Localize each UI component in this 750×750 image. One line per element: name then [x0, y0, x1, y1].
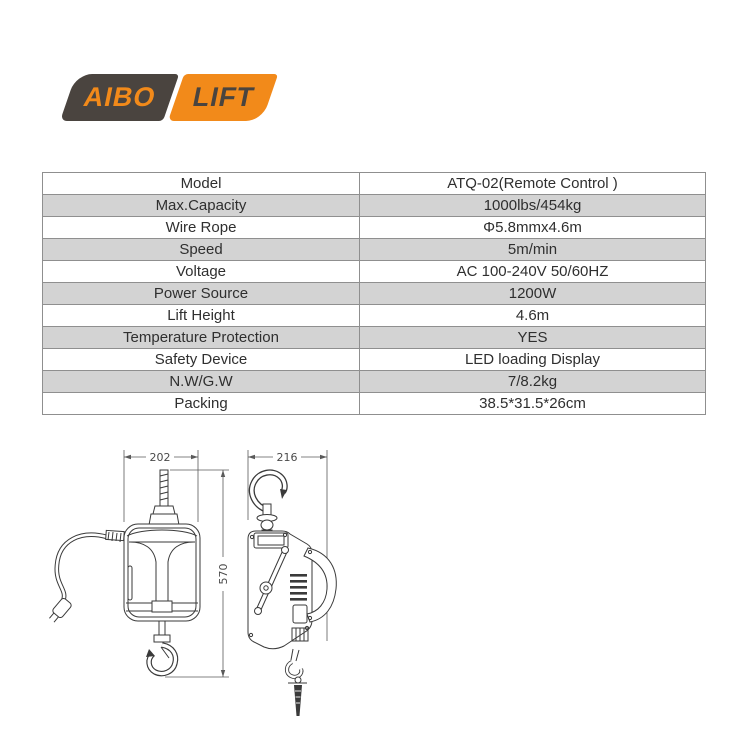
side-width-dimension-label: 216 [276, 451, 298, 464]
hoist-line-drawing [45, 438, 375, 738]
table-row [43, 349, 706, 371]
brand-name-lift: LIFT [189, 82, 257, 112]
table-row [43, 327, 706, 349]
spec-label-cell: Wire Rope [43, 217, 360, 239]
table-row [43, 195, 706, 217]
power-plug [47, 597, 72, 624]
spec-value-cell: 38.5*31.5*26cm [360, 393, 706, 415]
table-row [43, 173, 706, 195]
front-view-drawing [47, 449, 231, 677]
spec-label-cell: Speed [43, 239, 360, 261]
table-row [43, 261, 706, 283]
brand-name-aibo: AIBO [80, 82, 159, 112]
spec-label-cell: Voltage [43, 261, 360, 283]
front-height-dimension-label: 570 [217, 563, 230, 585]
spec-label-cell: Safety Device [43, 349, 360, 371]
table-row [43, 393, 706, 415]
spec-value-cell: ATQ-02(Remote Control ) [360, 173, 706, 195]
table-row [43, 217, 706, 239]
spec-label-cell: Lift Height [43, 305, 360, 327]
spec-label-cell: Temperature Protection [43, 327, 360, 349]
spec-value-cell: 4.6m [360, 305, 706, 327]
spec-value-cell: Φ5.8mmx4.6m [360, 217, 706, 239]
table-row [43, 239, 706, 261]
logo-dark-block [60, 74, 179, 121]
side-view-drawing [248, 449, 336, 716]
spec-value-cell: 1200W [360, 283, 706, 305]
spec-label-cell: N.W/G.W [43, 371, 360, 393]
spec-label-cell: Max.Capacity [43, 195, 360, 217]
logo-orange-block [168, 74, 278, 121]
table-row [43, 371, 706, 393]
technical-drawing [45, 438, 375, 738]
spec-value-cell: AC 100-240V 50/60HZ [360, 261, 706, 283]
spec-value-cell: LED loading Display [360, 349, 706, 371]
brand-logo [60, 74, 278, 121]
spec-label-cell: Power Source [43, 283, 360, 305]
spec-value-cell: 5m/min [360, 239, 706, 261]
spec-value-cell: 1000lbs/454kg [360, 195, 706, 217]
spec-table [42, 172, 706, 415]
table-row [43, 305, 706, 327]
cable-strain-relief [106, 530, 125, 542]
spec-value-cell: 7/8.2kg [360, 371, 706, 393]
front-width-dimension-label: 202 [149, 451, 171, 464]
table-row [43, 283, 706, 305]
spec-label-cell: Model [43, 173, 360, 195]
spec-value-cell: YES [360, 327, 706, 349]
spec-label-cell: Packing [43, 393, 360, 415]
